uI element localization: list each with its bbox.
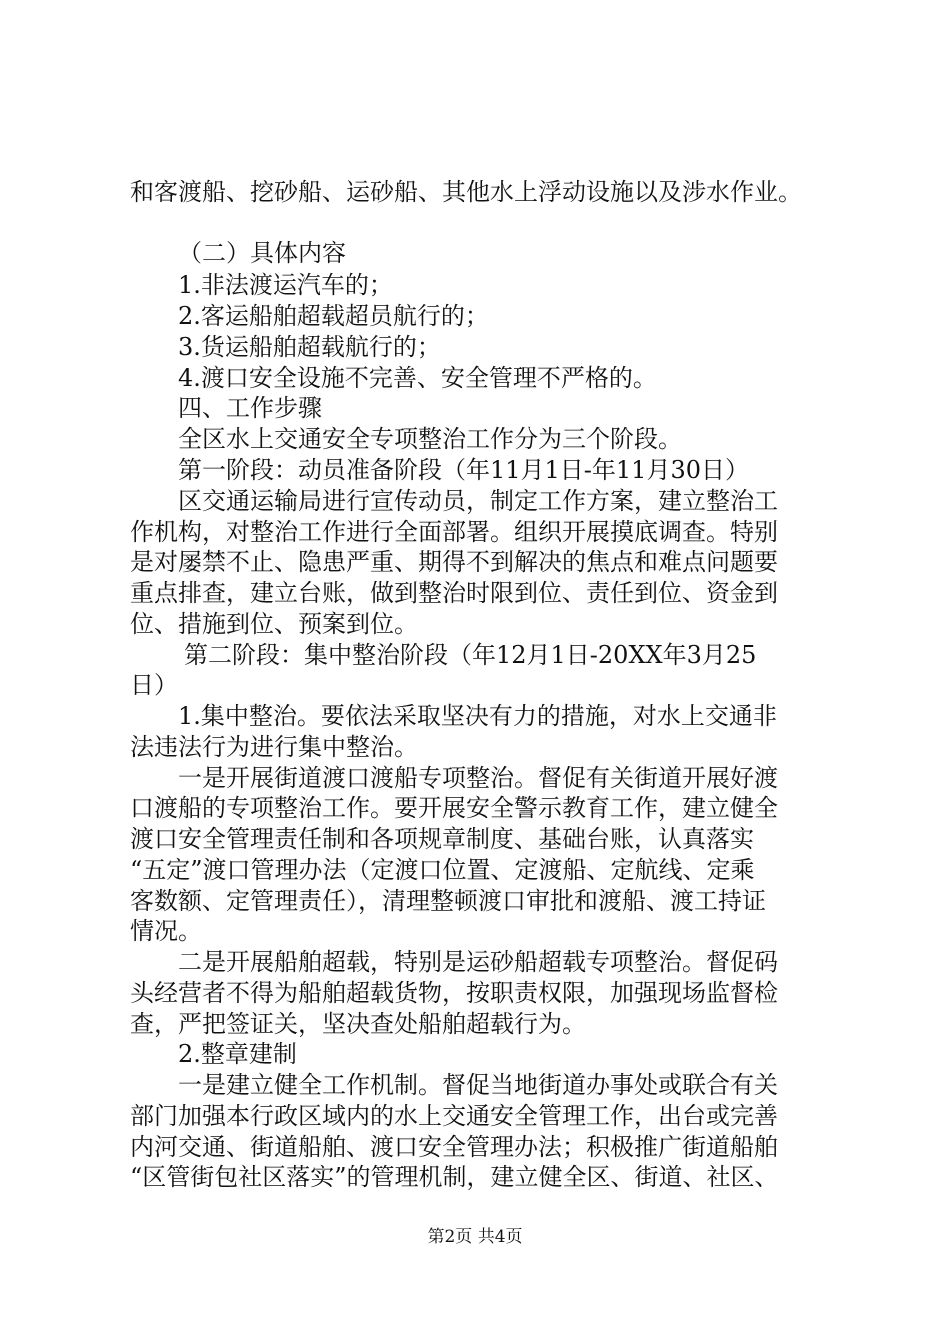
body-line: 日） [130,671,178,699]
body-line: 一是建立健全工作机制。督促当地街道办事处或联合有关 [178,1071,778,1099]
body-line: 头经营者不得为船舶超载货物，按职责权限，加强现场监督检 [130,979,778,1007]
body-line: 区交通运输局进行宣传动员，制定工作方案，建立整治工 [178,487,778,515]
body-line: 部门加强本行政区域内的水上交通安全管理工作，出台或完善 [130,1102,778,1130]
body-line: “区管街包社区落实”的管理机制，建立健全区、街道、社区、 [130,1163,779,1191]
section-heading: （二）具体内容 [178,239,346,267]
body-line: 情况。 [130,917,202,945]
section-heading: 四、工作步骤 [178,394,322,422]
list-item: 2.客运船舶超载超员航行的； [178,302,489,330]
body-line: 渡口安全管理责任制和各项规章制度、基础台账，认真落实 [130,825,754,853]
body-line: 重点排查，建立台账，做到整治时限到位、责任到位、资金到 [130,579,778,607]
body-line: 和客渡船、挖砂船、运砂船、其他水上浮动设施以及涉水作业。 [130,178,802,206]
body-line: 口渡船的专项整治工作。要开展安全警示教育工作，建立健全 [130,794,778,822]
list-item: 3.货运船舶超载航行的； [178,333,441,361]
body-line: 是对屡禁不止、隐患严重、期得不到解决的焦点和难点问题要 [130,548,778,576]
page-footer: 第2页 共4页 [427,1227,523,1247]
body-line: 内河交通、街道船舶、渡口安全管理办法；积极推广街道船舶 [130,1133,778,1161]
stage-heading: 第一阶段：动员准备阶段（年11月1日-年11月30日） [178,456,749,484]
body-line: 位、措施到位、预案到位。 [130,610,418,638]
body-line: 一是开展街道渡口渡船专项整治。督促有关街道开展好渡 [178,764,778,792]
body-line: 查，严把签证关，坚决查处船舶超载行为。 [130,1010,586,1038]
body-line: 1.集中整治。要依法采取坚决有力的措施，对水上交通非 [178,702,777,730]
body-line: 二是开展船舶超载，特别是运砂船超载专项整治。督促码 [178,948,778,976]
body-line: 作机构，对整治工作进行全面部署。组织开展摸底调查。特别 [130,518,778,546]
body-line: 客数额、定管理责任），清理整顿渡口审批和渡船、渡工持证 [130,887,766,915]
body-line: 法违法行为进行集中整治。 [130,733,418,761]
body-line: 全区水上交通安全专项整治工作分为三个阶段。 [178,425,682,453]
section-heading: 2.整章建制 [178,1040,297,1068]
body-line: “五定”渡口管理办法（定渡口位置、定渡船、定航线、定乘 [130,856,755,884]
stage-heading: 第二阶段：集中整治阶段（年12月1日-20XX年3月25 [184,641,757,669]
list-item: 4.渡口安全设施不完善、安全管理不严格的。 [178,364,657,392]
list-item: 1.非法渡运汽车的； [178,271,393,299]
